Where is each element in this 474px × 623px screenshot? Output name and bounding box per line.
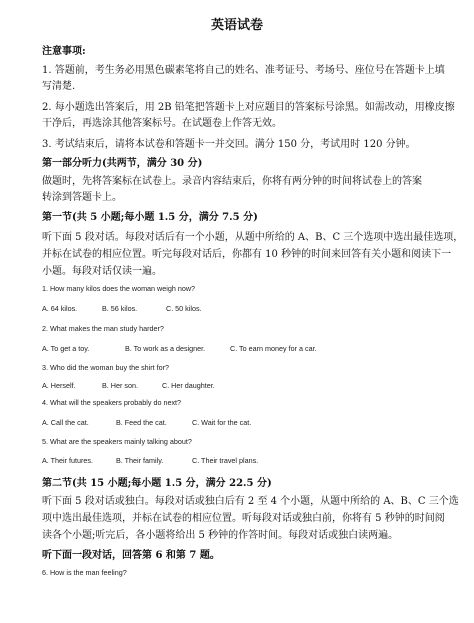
section1-heading: 第一节(共 5 小题;每小题 1.5 分，满分 7.5 分) [42,212,258,223]
question-1-option-b: B. 56 kilos. [102,304,138,313]
question-5-option-a: A. Their futures. [42,456,94,465]
section1-instr-line-1: 听下面 5 段对话。每段对话后有一个小题，从题中所给的 A、B、C 三个选项中选出最佳选项， [42,232,464,243]
question-3-option-b: B. Her son. [102,381,138,390]
question-3-option-a: A. Herself. [42,381,76,390]
question-3-option-c: C. Her daughter. [162,381,215,390]
question-1: 1. How many kilos does the woman weigh now? [42,284,196,293]
section1-instr-line-3: 小题。每段对话仅读一遍。 [42,266,162,277]
part1-heading: 第一部分听力(共两节，满分 30 分) [42,158,203,169]
section2-instr-line-3: 读各个小题;听完后，各小题将给出 5 秒钟的作答时间。每段对话或独白读两遍。 [42,530,399,541]
question-3: 3. Who did the woman buy the shirt for? [42,363,170,372]
question-6: 6. How is the man feeling? [42,568,127,577]
notice-item-3: 3. 考试结束后，请将本试卷和答题卡一并交回。满分 150 分，考试用时 120 分钟。 [42,139,416,150]
question-4-option-a: A. Call the cat. [42,418,89,427]
question-1-option-a: A. 64 kilos. [42,304,78,313]
section2-sub-instruction: 听下面一段对话，回答第 6 和第 7 题。 [42,550,220,561]
question-5: 5. What are the speakers mainly talking about? [42,437,192,446]
notice-item-1-line-1: 1. 答题前，考生务必用黑色碳素笔将自己的姓名、准考证号、考场号、座位号在答题卡上填 [42,65,445,76]
question-4-option-c: C. Wait for the cat. [192,418,252,427]
section2-instr-line-1: 听下面 5 段对话或独白。每段对话或独白后有 2 至 4 个小题，从题中所给的 A、B、C 三个选 [42,496,459,507]
part1-instr-line-2: 转涂到答题卡上。 [42,192,122,203]
question-4-option-b: B. Feed the cat. [116,418,167,427]
notice-item-2-line-2: 干净后，再选涂其他答案标号。在试题卷上作答无效。 [42,118,282,129]
question-2: 2. What makes the man study harder? [42,324,164,333]
page-title: 英语试卷 [210,18,263,33]
section2-heading: 第二节(共 15 小题;每小题 1.5 分，满分 22.5 分) [42,478,272,489]
question-5-option-c: C. Their travel plans. [192,456,259,465]
section1-instr-line-2: 并标在试卷的相应位置。听完每段对话后，你都有 10 秒钟的时间来回答有关小题和阅读下一 [42,249,452,260]
section2-instr-line-2: 项中选出最佳选项，并标在试卷的相应位置。听每段对话或独白前，你将有 5 秒钟的时间阅 [42,513,445,524]
question-1-option-c: C. 50 kilos. [166,304,202,313]
question-5-option-b: B. Their family. [116,456,164,465]
notice-item-1-line-2: 写清楚. [42,81,76,92]
notice-heading: 注意事项: [42,46,86,57]
question-4: 4. What will the speakers probably do next? [42,398,182,407]
question-2-option-c: C. To earn money for a car. [230,344,317,353]
question-2-option-b: B. To work as a designer. [125,344,206,353]
question-2-option-a: A. To get a toy. [42,344,90,353]
notice-item-2-line-1: 2. 每小题选出答案后，用 2B 铅笔把答题卡上对应题目的答案标号涂黑。如需改动，用橡皮擦 [42,102,455,113]
part1-instr-line-1: 做题时，先将答案标在试卷上。录音内容结束后，你将有两分钟的时间将试卷上的答案 [42,176,422,187]
